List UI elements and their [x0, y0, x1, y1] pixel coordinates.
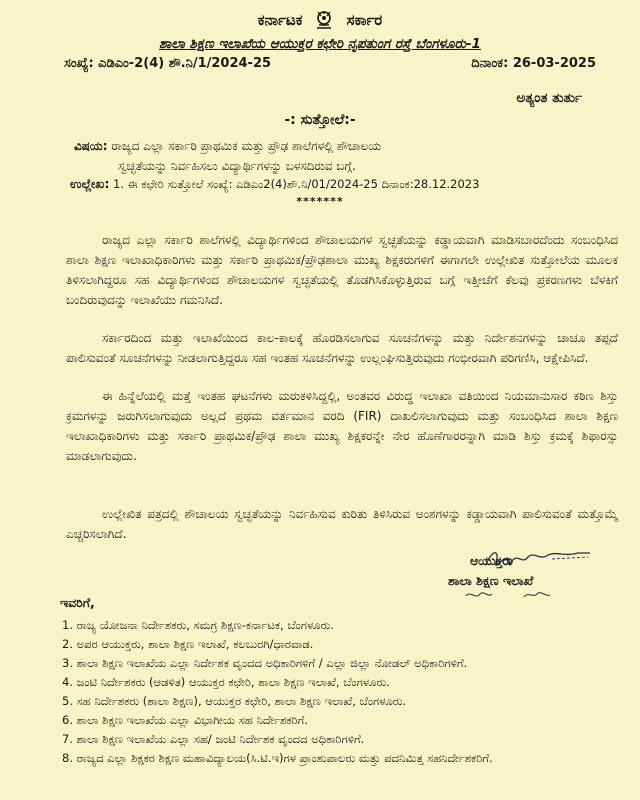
- paragraph-2: ಸರ್ಕಾರದಿಂದ ಮತ್ತು ಇಲಾಖೆಯಿಂದ ಕಾಲ-ಕಾಲಕ್ಕೆ ಹೊರಡಿಸಲಾಗುವ ಸೂಚನೆಗಳನ್ನು ಮತ್ತು ನಿರ್ದೇಶನಗಳನ್ನು ಚಾಚೂ ತಪ್ಪದೆ ಪಾಲಿಸುವಂತೆ ಸೂಚನೆಗಳನ್ನು ನೀಡಲಾಗುತ್ತಿದ್ದರೂ ಸಹ ಇಂತಹ ಸೂಚನೆಗಳನ್ನು ಉಲ್ಲಂಘಿಸುತ್ತಿರುವುದು ಗಂಭೀರವಾಗಿ ಪರಿಗಣಿಸಿ, ಆಕ್ಷೇಪಿಸಿದೆ.: [66, 331, 618, 365]
- recipient-item: 2. ಅಪರ ಆಯುಕ್ತರು, ಶಾಲಾ ಶಿಕ್ಷಣ ಇಲಾಖೆ, ಕಲಬುರಗಿ/ಧಾರವಾಡ.: [62, 637, 314, 651]
- reference-text: 1. ಈ ಕಛೇರಿ ಸುತ್ತೋಲೆ ಸಂಖ್ಯೆ: ಎಡಿಎಂ2(4)ಶೌ.ನಿ/01/2024-25 ದಿನಾಂಕ:28.12.2023: [113, 177, 480, 191]
- recipient-item: 1. ರಾಜ್ಯ ಯೋಜನಾ ನಿರ್ದೇಶಕರು, ಸಮಗ್ರ ಶಿಕ್ಷಣ-ಕರ್ನಾಟಕ, ಬೆಂಗಳೂರು.: [62, 618, 334, 632]
- issue-date: ದಿನಾಂಕ: 26-03-2025: [471, 56, 596, 71]
- separator: *******: [296, 195, 344, 208]
- circular-title: -: ಸುತ್ತೋಲೆ:-: [284, 112, 356, 128]
- paragraph-3: ಈ ಹಿನ್ನೆಲೆಯಲ್ಲಿ ಮತ್ತೆ ಇಂತಹ ಘಟನೆಗಳು ಮರುಕಳಿಸಿದ್ದಲ್ಲಿ, ಅಂತವರ ವಿರುದ್ಧ ಇಲಾಖಾ ವತಿಯಿಂದ ನಿಯಮಾನುಸಾರ ಕಠಿಣ ಶಿಸ್ತು ಕ್ರಮಗಳನ್ನು ಜರುಗಿಸಲಾಗುವುದು ಅಲ್ಲದೆ ಪ್ರಥಮ ವರ್ತಮಾನ ವರದಿ (FIR) ದಾಖಲಿಸಲಾಗುವುದು ಮತ್ತು ಸಂಬಂಧಿಸಿದ ಶಾಲಾ ಶಿಕ್ಷಣ ಇಲಾಖಾಧಿಕಾರಿಗಳು ಮತ್ತು ಸರ್ಕಾರಿ ಪ್ರಾಥಮಿಕ/ಪ್ರೌಢ ಶಾಲಾ ಮುಖ್ಯ ಶಿಕ್ಷಕರನ್ನೇ ನೇರ ಹೊಣೆಗಾರರನ್ನಾಗಿ ಮಾಡಿ ಶಿಸ್ತು ಕ್ರಮಕ್ಕೆ ಶಿಫಾರಸ್ಸು ಮಾಡಲಾಗುವುದು.: [66, 389, 618, 463]
- subject-label: ವಿಷಯ:: [74, 139, 108, 153]
- recipient-item: 7. ಶಾಲಾ ಶಿಕ್ಷಣ ಇಲಾಖೆಯ ಎಲ್ಲಾ ಸಹ/ ಜಂಟಿ ನಿರ್ದೇಶಕ ವೃಂದದ ಅಧಿಕಾರಿಗಳಿಗೆ.: [62, 732, 365, 746]
- recipient-item: 3. ಶಾಲಾ ಶಿಕ್ಷಣ ಇಲಾಖೆಯ ಎಲ್ಲಾ ನಿರ್ದೇಶಕ ವೃಂದದ ಅಧಿಕಾರಿಗಳಿಗೆ / ಎಲ್ಲಾ ಜಿಲ್ಲಾ ನೋಡಲ್ ಅಧಿಕಾರಿಗಳಿಗೆ.: [62, 656, 468, 670]
- gov-name-left: ಕರ್ನಾಟಕ: [257, 11, 303, 29]
- department-address: ಶಾಲಾ ಶಿಕ್ಷಣ ಇಲಾಖೆಯ ಆಯುಕ್ತರ ಕಛೇರಿ ನೃಪತುಂಗ ರಸ್ತೆ ಬೆಂಗಳೂರು-1: [159, 36, 481, 52]
- reference-label: ಉಲ್ಲೇಖ:: [70, 176, 110, 191]
- recipient-item: 6. ಶಾಲಾ ಶಿಕ್ಷಣ ಇಲಾಖೆಯ ಎಲ್ಲಾ ವಿಭಾಗೀಯ ಸಹ ನಿರ್ದೇಶಕರಿಗೆ.: [62, 713, 308, 727]
- subject-line-2: ಸ್ವಚ್ಛತೆಯನ್ನು ನಿರ್ವಹಿಸಲು ವಿದ್ಯಾರ್ಥಿಗಳನ್ನು ಬಳಸದಿರುವ ಬಗ್ಗೆ.: [118, 159, 356, 173]
- subject-block: [74, 136, 594, 176]
- recipient-item: 5. ಸಹ ನಿರ್ದೇಶಕರು (ಶಾಲಾ ಶಿಕ್ಷಣ), ಆಯುಕ್ತರ ಕಛೇರಿ, ಶಾಲಾ ಶಿಕ್ಷಣ ಇಲಾಖೆ, ಬೆಂಗಳೂರು.: [62, 694, 407, 708]
- recipients-list: [62, 616, 582, 768]
- recipient-item: 8. ರಾಜ್ಯದ ಎಲ್ಲಾ ಶಿಕ್ಷಕರ ಶಿಕ್ಷಣ ಮಹಾವಿದ್ಯಾಲಯ(ಸಿ.ಟಿ.ಇ)ಗಳ ಪ್ರಾಂಶುಪಾಲರು ಮತ್ತು ಪದನಿಮಿತ್ತ ಸಹನಿರ್ದೇಶಕರಿಗೆ.: [62, 751, 493, 765]
- signatory-office: ಶಾಲಾ ಶಿಕ್ಷಣ ಇಲಾಖೆ: [448, 573, 534, 588]
- reference-number: ಸಂಖ್ಯೆ: ಎಡಿಎಂ-2(4) ಶೌ.ನಿ/1/2024-25: [64, 56, 272, 71]
- recipient-item: 4. ಜಂಟಿ ನಿರ್ದೇಶಕರು (ಆಡಳಿತ) ಆಯುಕ್ತರ ಕಛೇರಿ, ಶಾಲಾ ಶಿಕ್ಷಣ ಇಲಾಖೆ, ಬೆಂಗಳೂರು.: [62, 675, 390, 689]
- initials-mark: [462, 588, 552, 602]
- paragraph-1: ರಾಜ್ಯದ ಎಲ್ಲಾ ಸರ್ಕಾರಿ ಶಾಲೆಗಳಲ್ಲಿ ವಿದ್ಯಾರ್ಥಿಗಳಿಂದ ಶೌಚಾಲಯಗಳ ಸ್ವಚ್ಛತೆಯನ್ನು ಕಡ್ಡಾಯವಾಗಿ ಮಾಡಿಸಬಾರದೆಂದು ಸಂಬಂಧಿಸಿದ ಶಾಲಾ ಶಿಕ್ಷಣ ಇಲಾಖಾಧಿಕಾರಿಗಳು ಮತ್ತು ಸರ್ಕಾರಿ ಪ್ರಾಥಮಿಕ/ಪ್ರೌಢಶಾಲಾ ಮುಖ್ಯ ಶಿಕ್ಷಕರುಗಳಿಗೆ ಈಗಾಗಲೇ ಉಲ್ಲೇಖಿತ ಸುತ್ತೋಲೆಯ ಮೂಲಕ ತಿಳಿಸಲಾಗಿದ್ದರೂ ಸಹ ವಿದ್ಯಾರ್ಥಿಗಳಿಂದ ಶೌಚಾಲಯಗಳ ಸ್ವಚ್ಛತೆಯಲ್ಲಿ ತೊಡಗಿಸಿಕೊಳ್ಳುತ್ತಿರುವ ಬಗ್ಗೆ ಇತ್ತೀಚೆಗೆ ಕೆಲವು ಪ್ರಕರಣಗಳು ಬೆಳಕಿಗೆ ಬಂದಿರುವುದನ್ನು ಇಲಾಖೆಯು ಗಮನಿಸಿದೆ.: [66, 233, 618, 307]
- recipients-label: ಇವರಿಗೆ,: [60, 595, 95, 610]
- reference-block: [70, 176, 630, 192]
- urgency-label: ಅತ್ಯಂತ ತುರ್ತು: [516, 90, 582, 106]
- paragraph-4: ಉಲ್ಲೇಖಿತ ಪತ್ರದಲ್ಲಿ ಶೌಚಾಲಯ ಸ್ವಚ್ಛತೆಯನ್ನು ನಿರ್ವಹಿಸುವ ಕುರಿತು ತಿಳಿಸಿರುವ ಅಂಶಗಳನ್ನು ಕಡ್ಡಾಯವಾಗಿ ಪಾಲಿಸುವಂತೆ ಮತ್ತೊಮ್ಮೆ ಎಚ್ಚರಿಸಲಾಗಿದೆ.: [66, 507, 618, 541]
- subject-line-1: ರಾಜ್ಯದ ಎಲ್ಲಾ ಸರ್ಕಾರಿ ಪ್ರಾಥಮಿಕ ಮತ್ತು ಪ್ರೌಢ ಶಾಲೆಗಳಲ್ಲಿ ಶೌಚಾಲಯ: [111, 139, 382, 153]
- signatory-title: ಆಯುಕ್ತರು: [470, 553, 513, 568]
- government-header: [0, 8, 640, 34]
- gov-name-right: ಸರ್ಕಾರ: [346, 11, 383, 29]
- state-emblem-icon: [312, 8, 336, 32]
